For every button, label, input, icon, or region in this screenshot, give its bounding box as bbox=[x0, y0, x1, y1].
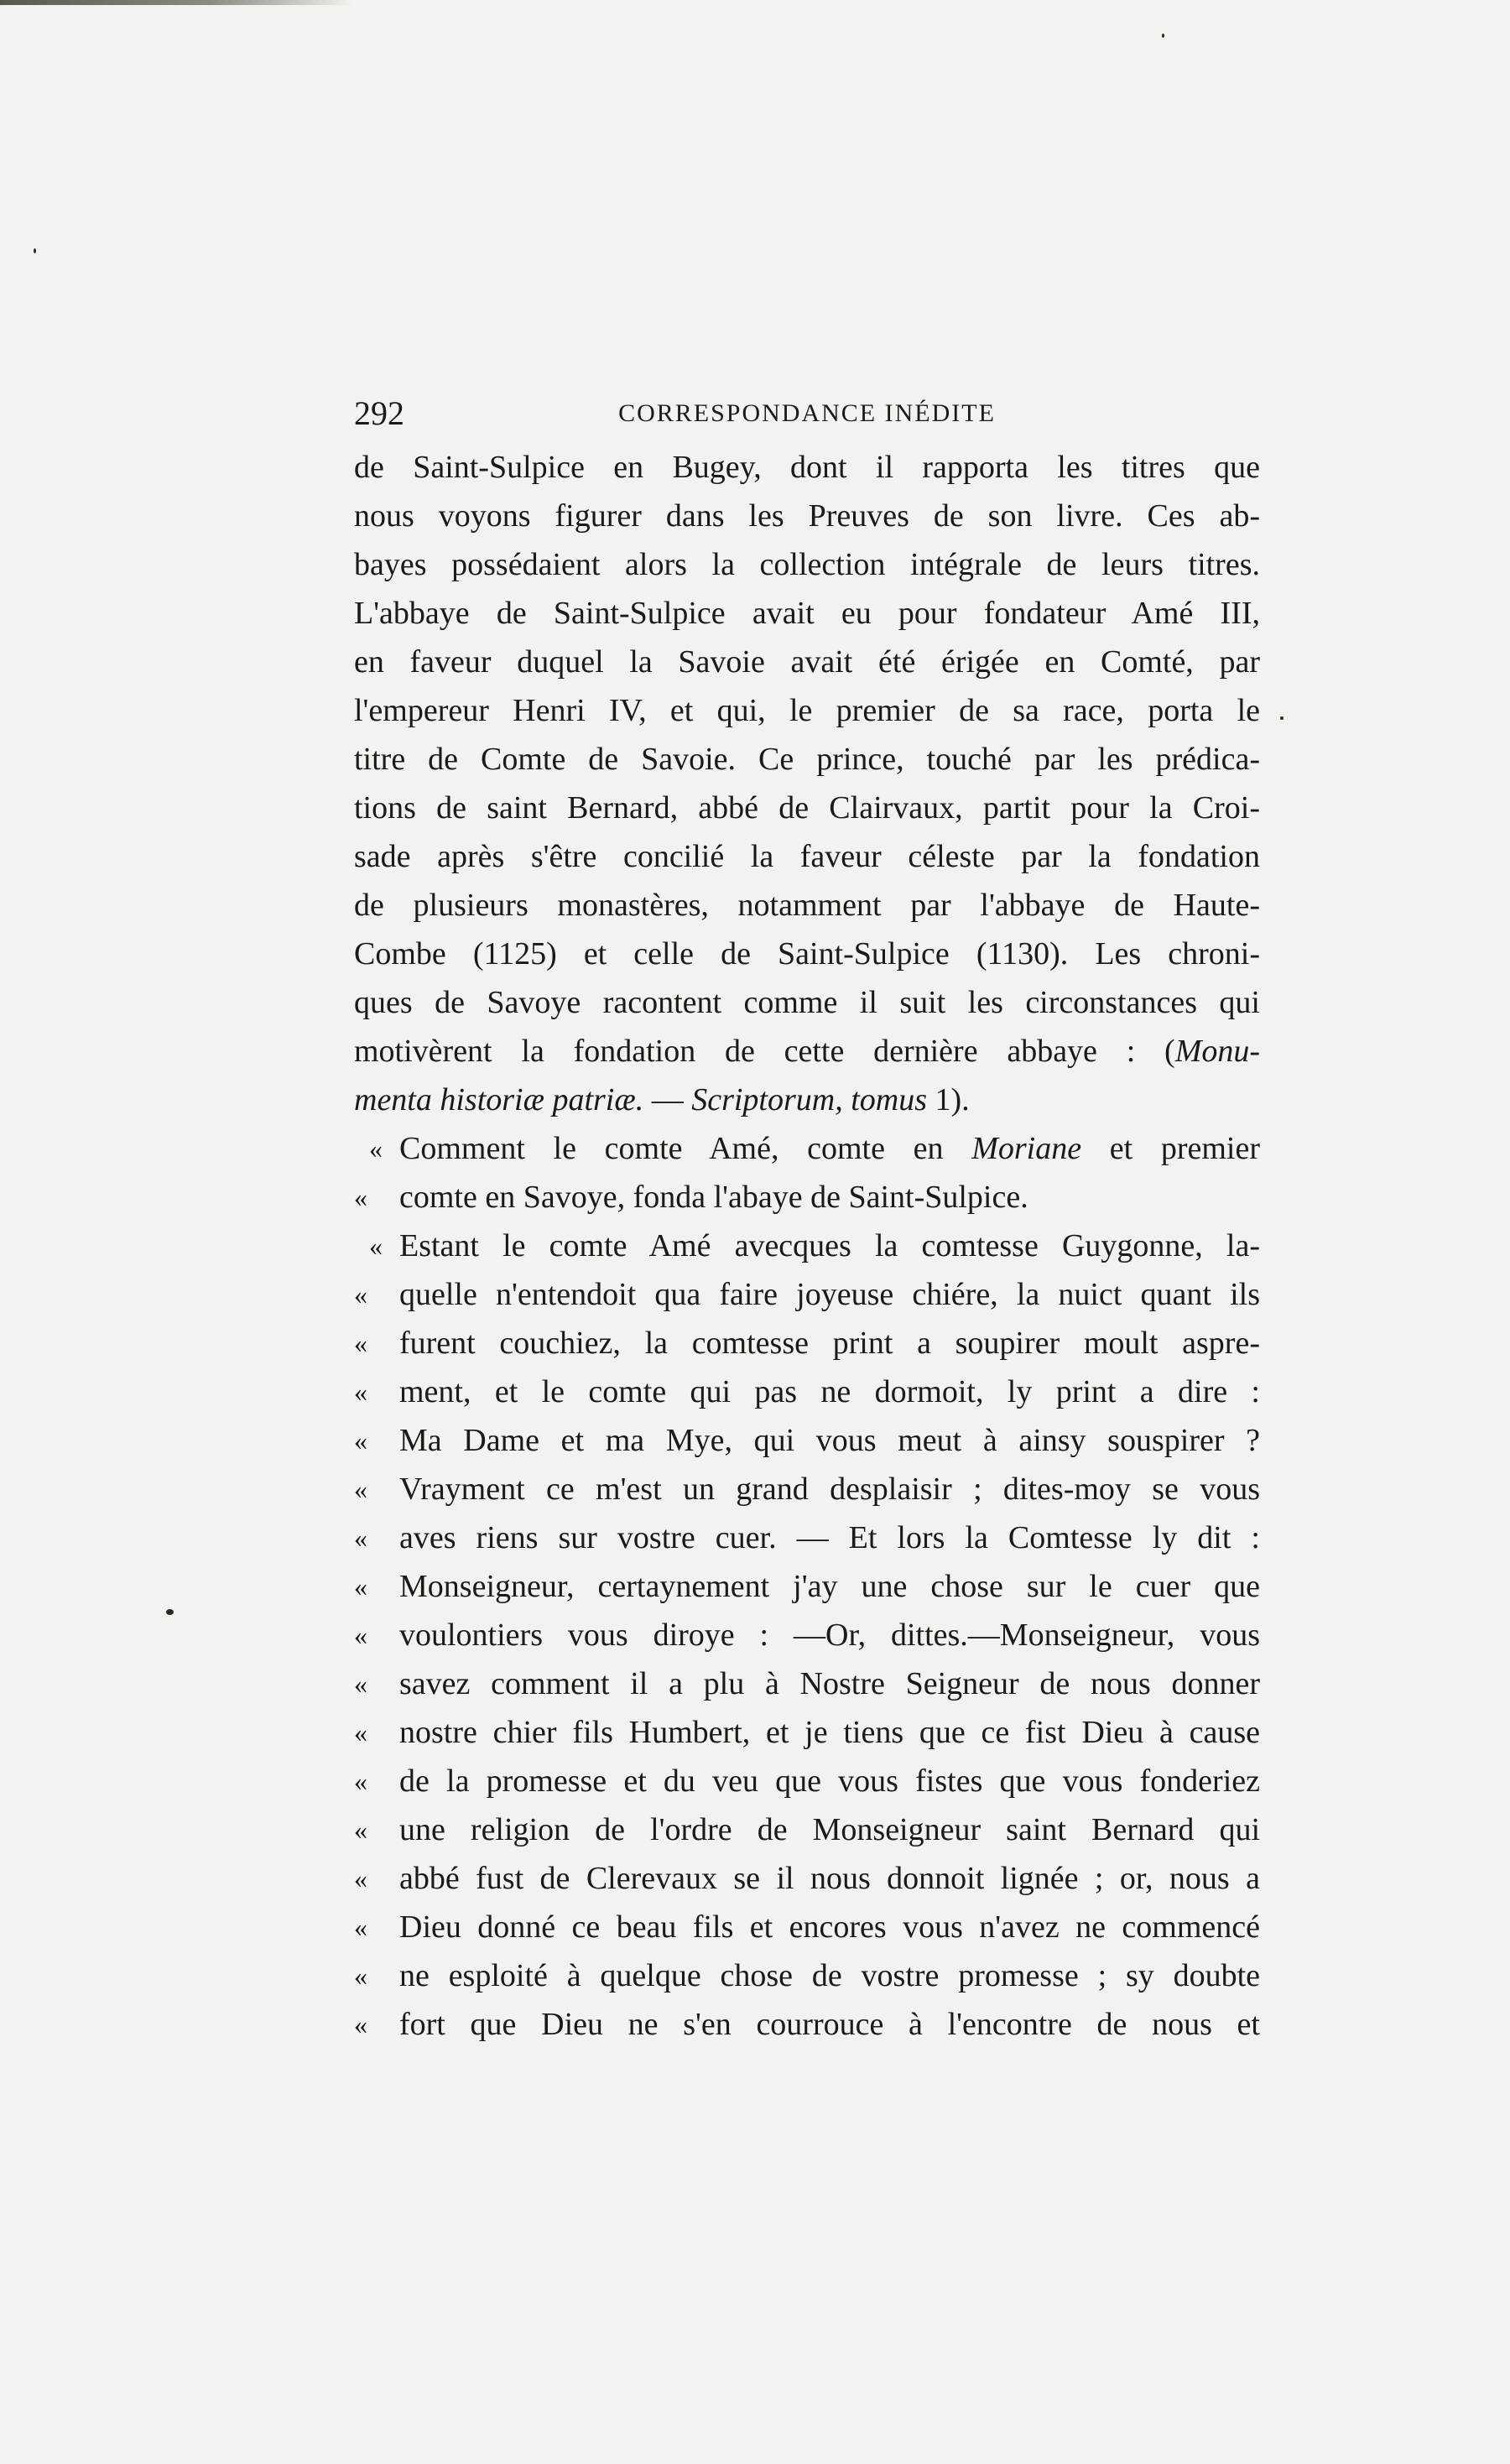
quote-line bbox=[354, 1513, 1260, 1562]
text-line: ques de Savoye racontent comme il suit les circonstances qui bbox=[354, 985, 1260, 1020]
text-line: l'empereur Henri IV, et qui, le premier de sa race, porta le bbox=[354, 693, 1260, 728]
italic-citation: menta historiæ patriæ. bbox=[354, 1082, 644, 1117]
scan-edge-shadow bbox=[0, 0, 352, 5]
text-line: Combe (1125) et celle de Saint-Sulpice (1130). Les chroni- bbox=[354, 936, 1260, 972]
quote-text: Vrayment ce m'est un grand desplaisir ; dites-moy se vous bbox=[399, 1472, 1260, 1507]
quote-mark: « bbox=[354, 1961, 367, 1991]
quote-mark: « bbox=[369, 1133, 383, 1164]
quote-mark: « bbox=[354, 1523, 367, 1553]
quote-mark: « bbox=[354, 1766, 367, 1796]
ink-speck bbox=[34, 248, 36, 253]
quote-mark: « bbox=[354, 1571, 367, 1602]
text-fragment: et premier bbox=[1081, 1131, 1260, 1166]
text-fragment: motivèrent la fondation de cette dernière abbaye : ( bbox=[354, 1034, 1175, 1069]
quote-mark: « bbox=[354, 1182, 367, 1212]
quote-mark: « bbox=[354, 1328, 367, 1358]
quote-line bbox=[354, 2000, 1260, 2049]
quote-line bbox=[354, 1805, 1260, 1854]
quote-mark: « bbox=[354, 1620, 367, 1650]
quote-text: comte en Savoye, fonda l'abaye de Saint-Sulpice. bbox=[399, 1180, 1028, 1215]
quote-line bbox=[354, 1951, 1260, 2000]
quote-text: Monseigneur, certaynement j'ay une chose sur le cuer que bbox=[399, 1569, 1260, 1604]
quote-line bbox=[354, 1173, 1260, 1222]
quote-text: quelle n'entendoit qua faire joyeuse chiére, la nuict quant ils bbox=[399, 1277, 1260, 1312]
quote-text: savez comment il a plu à Nostre Seigneur de nous donner bbox=[399, 1666, 1260, 1701]
quote-line bbox=[354, 1854, 1260, 1903]
body-text bbox=[354, 443, 1260, 2049]
text-line: titre de Comte de Savoie. Ce prince, touché par les prédica- bbox=[354, 742, 1260, 777]
quote-line bbox=[354, 1659, 1260, 1708]
quote-line bbox=[354, 1367, 1260, 1416]
quote-mark: « bbox=[354, 1863, 367, 1894]
quote-line bbox=[354, 1416, 1260, 1465]
quote-text: ne esploité à quelque chose de vostre promesse ; sy doubte bbox=[399, 1958, 1260, 1993]
text-line: L'abbaye de Saint-Sulpice avait eu pour fondateur Amé III, bbox=[354, 596, 1260, 631]
quote-line bbox=[354, 1708, 1260, 1757]
quote-line bbox=[354, 1611, 1260, 1659]
quote-text: furent couchiez, la comtesse print a soupirer moult aspre- bbox=[399, 1326, 1260, 1361]
quote-line bbox=[354, 1465, 1260, 1513]
ink-speck bbox=[1162, 34, 1164, 38]
quote-mark: « bbox=[354, 2009, 367, 2039]
quote-text: voulontiers vous diroye : —Or, dittes.—Monseigneur, vous bbox=[399, 1617, 1260, 1653]
quote-mark: « bbox=[354, 1912, 367, 1942]
text-line bbox=[354, 1076, 1260, 1124]
text-fragment: 1). bbox=[927, 1082, 970, 1117]
quote-line bbox=[354, 1562, 1260, 1611]
text-fragment: — bbox=[643, 1082, 692, 1117]
quote-text: aves riens sur vostre cuer. — Et lors la Comtesse ly dit : bbox=[399, 1520, 1260, 1555]
quote-line bbox=[354, 1124, 1260, 1173]
ink-speck bbox=[1280, 716, 1284, 720]
quote-text: Dieu donné ce beau fils et encores vous n'avez ne commencé bbox=[399, 1909, 1260, 1945]
text-line: de plusieurs monastères, notamment par l'abbaye de Haute- bbox=[354, 888, 1260, 923]
quote-text: nostre chier fils Humbert, et je tiens que ce fist Dieu à cause bbox=[399, 1715, 1260, 1750]
quote-text: ment, et le comte qui pas ne dormoit, ly print a dire : bbox=[399, 1374, 1260, 1409]
text-line: bayes possédaient alors la collection intégrale de leurs titres. bbox=[354, 547, 1260, 582]
quote-text: de la promesse et du veu que vous fistes que vous fonderiez bbox=[399, 1763, 1260, 1799]
quote-mark: « bbox=[354, 1279, 367, 1310]
quote-mark: « bbox=[354, 1425, 367, 1456]
text-line bbox=[354, 1027, 1260, 1076]
quote-text: abbé fust de Clerevaux se il nous donnoit lignée ; or, nous a bbox=[399, 1861, 1260, 1896]
quote-line bbox=[354, 1319, 1260, 1367]
quote-text bbox=[354, 1124, 1260, 1173]
quote-line bbox=[354, 1757, 1260, 1805]
quote-text: Estant le comte Amé avecques la comtesse Guygonne, la- bbox=[399, 1228, 1260, 1263]
quote-mark: « bbox=[354, 1474, 367, 1504]
quote-mark: « bbox=[369, 1231, 383, 1261]
quote-text: une religion de l'ordre de Monseigneur saint Bernard qui bbox=[399, 1812, 1260, 1847]
quote-line bbox=[354, 1903, 1260, 1951]
quote-text: fort que Dieu ne s'en courrouce à l'encontre de nous et bbox=[399, 2007, 1260, 2042]
text-fragment: Comment le comte Amé, comte en bbox=[399, 1131, 972, 1166]
ink-speck bbox=[166, 1609, 174, 1615]
text-line: sade après s'être concilié la faveur céleste par la fondation bbox=[354, 839, 1260, 874]
quote-mark: « bbox=[354, 1377, 367, 1407]
quote-text: Ma Dame et ma Mye, qui vous meut à ainsy souspirer ? bbox=[399, 1423, 1260, 1458]
quote-mark: « bbox=[354, 1669, 367, 1699]
quote-line bbox=[354, 1222, 1260, 1270]
quote-mark: « bbox=[354, 1717, 367, 1748]
italic-place-name: Moriane bbox=[971, 1131, 1082, 1166]
text-line: de Saint-Sulpice en Bugey, dont il rapporta les titres que bbox=[354, 450, 1260, 485]
page-number: 292 bbox=[354, 394, 404, 432]
page-header bbox=[354, 393, 1260, 435]
text-line: en faveur duquel la Savoie avait été érigée en Comté, par bbox=[354, 644, 1260, 680]
quote-mark: « bbox=[354, 1815, 367, 1845]
running-head: CORRESPONDANCE INÉDITE bbox=[618, 399, 996, 427]
text-line: tions de saint Bernard, abbé de Clairvaux, partit pour la Croi- bbox=[354, 790, 1260, 826]
quote-line bbox=[354, 1270, 1260, 1319]
italic-citation: Scriptorum, tomus bbox=[691, 1082, 928, 1117]
italic-citation: Monu- bbox=[1174, 1034, 1260, 1069]
text-line: nous voyons figurer dans les Preuves de son livre. Ces ab- bbox=[354, 498, 1260, 534]
